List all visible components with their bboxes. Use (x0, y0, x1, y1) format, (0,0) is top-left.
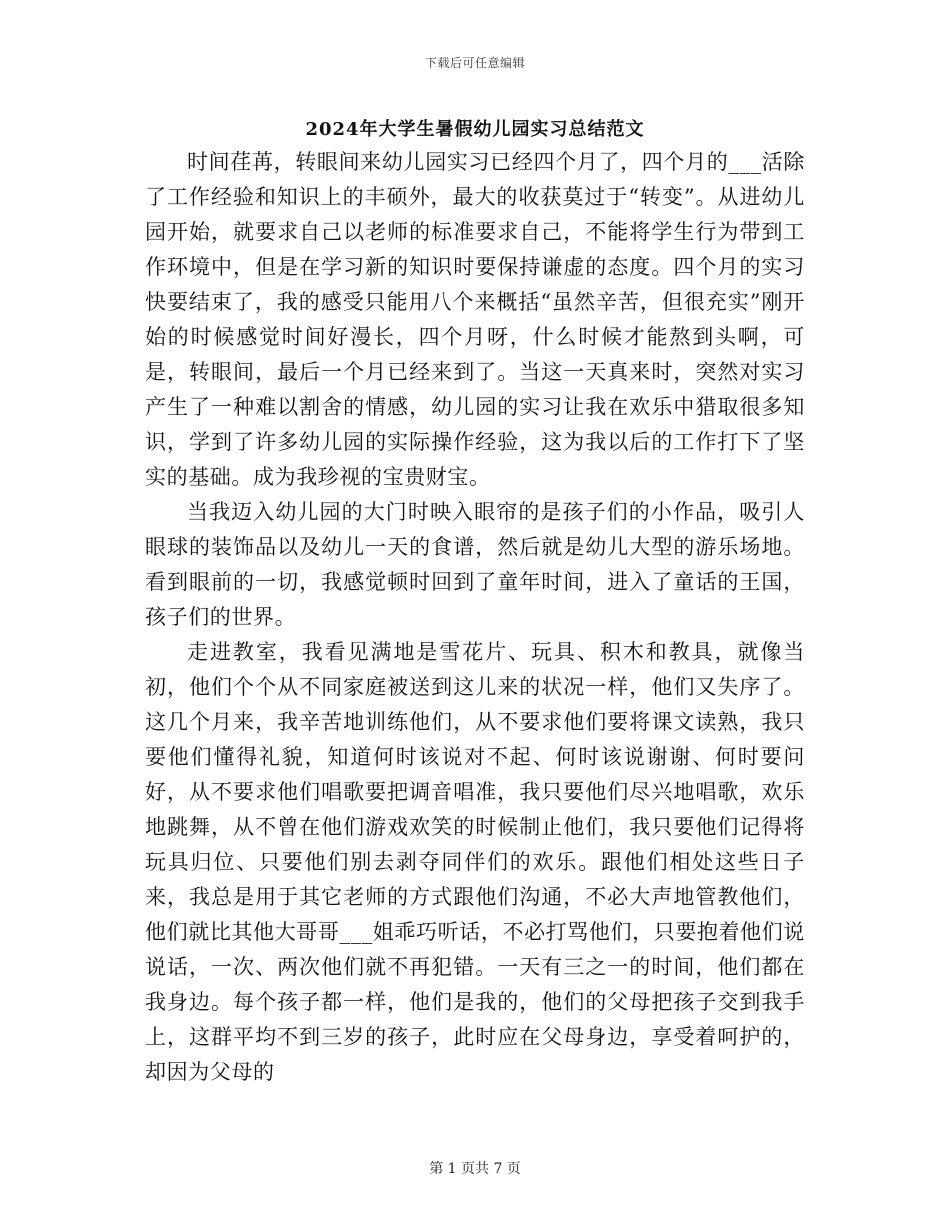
document-title: 2024年大学生暑假幼儿园实习总结范文 (305, 119, 645, 140)
page-header-note: 下载后可任意编辑 (424, 56, 525, 70)
paragraph-1: 时间荏苒，转眼间来幼儿园实习已经四个月了，四个月的___活除了工作经验和知识上的丰硕外，最大的收获莫过于“转变”。从进幼儿园开始，就要求自己以老师的标准要求自己，不能将学生行为带到工作环境中，但是在学习新的知识时要保持谦虚的态度。四个月的实习快要结束了，我的感受只能用八个来概括“虽然辛苦，但很充实”刚开始的时候感觉时间好漫长，四个月呀，什么时候才能熬到头啊，可是，转眼间，最后一个月已经来到了。当这一天真来时，突然对实习产生了一种难以割舍的情感，幼儿园的实习让我在欢乐中猎取很多知识，学到了许多幼儿园的实际操作经验，这为我以后的工作打下了坚实的基础。成为我珍视的宝贵财宝。 (145, 150, 805, 489)
paragraph-3: 走进教室，我看见满地是雪花片、玩具、积木和教具，就像当初，他们个个从不同家庭被送到这儿来的状况一样，他们又失序了。这几个月来，我辛苦地训练他们，从不要求他们要将课文读熟，我只要他们懂得礼貌，知道何时该说对不起、何时该说谢谢、何时要问好，从不要求他们唱歌要把调音唱准，我只要他们尽兴地唱歌，欢乐地跳舞，从不曾在他们游戏欢笑的时候制止他们，我只要他们记得将玩具归位、只要他们别去剥夺同伴们的欢乐。跟他们相处这些日子来，我总是用于其它老师的方式跟他们沟通，不必大声地管教他们，他们就比其他大哥哥___姐乖巧听话，不必打骂他们，只要抱着他们说说话，一次、两次他们就不再犯错。一天有三之一的时间，他们都在我身边。每个孩子都一样，他们是我的，他们的父母把孩子交到我手上，这群平均不到三岁的孩子，此时应在父母身边，享受着呵护的，却因为父母的 (145, 640, 805, 1084)
paragraph-2: 当我迈入幼儿园的大门时映入眼帘的是孩子们的小作品，吸引人眼球的装饰品以及幼儿一天的食谱，然后就是幼儿大型的游乐场地。看到眼前的一切，我感觉顿时回到了童年时间，进入了童话的王国，孩子们的世界。 (145, 500, 805, 629)
document-body (145, 145, 805, 1090)
page-number: 第 1 页共 7 页 (429, 1161, 521, 1177)
